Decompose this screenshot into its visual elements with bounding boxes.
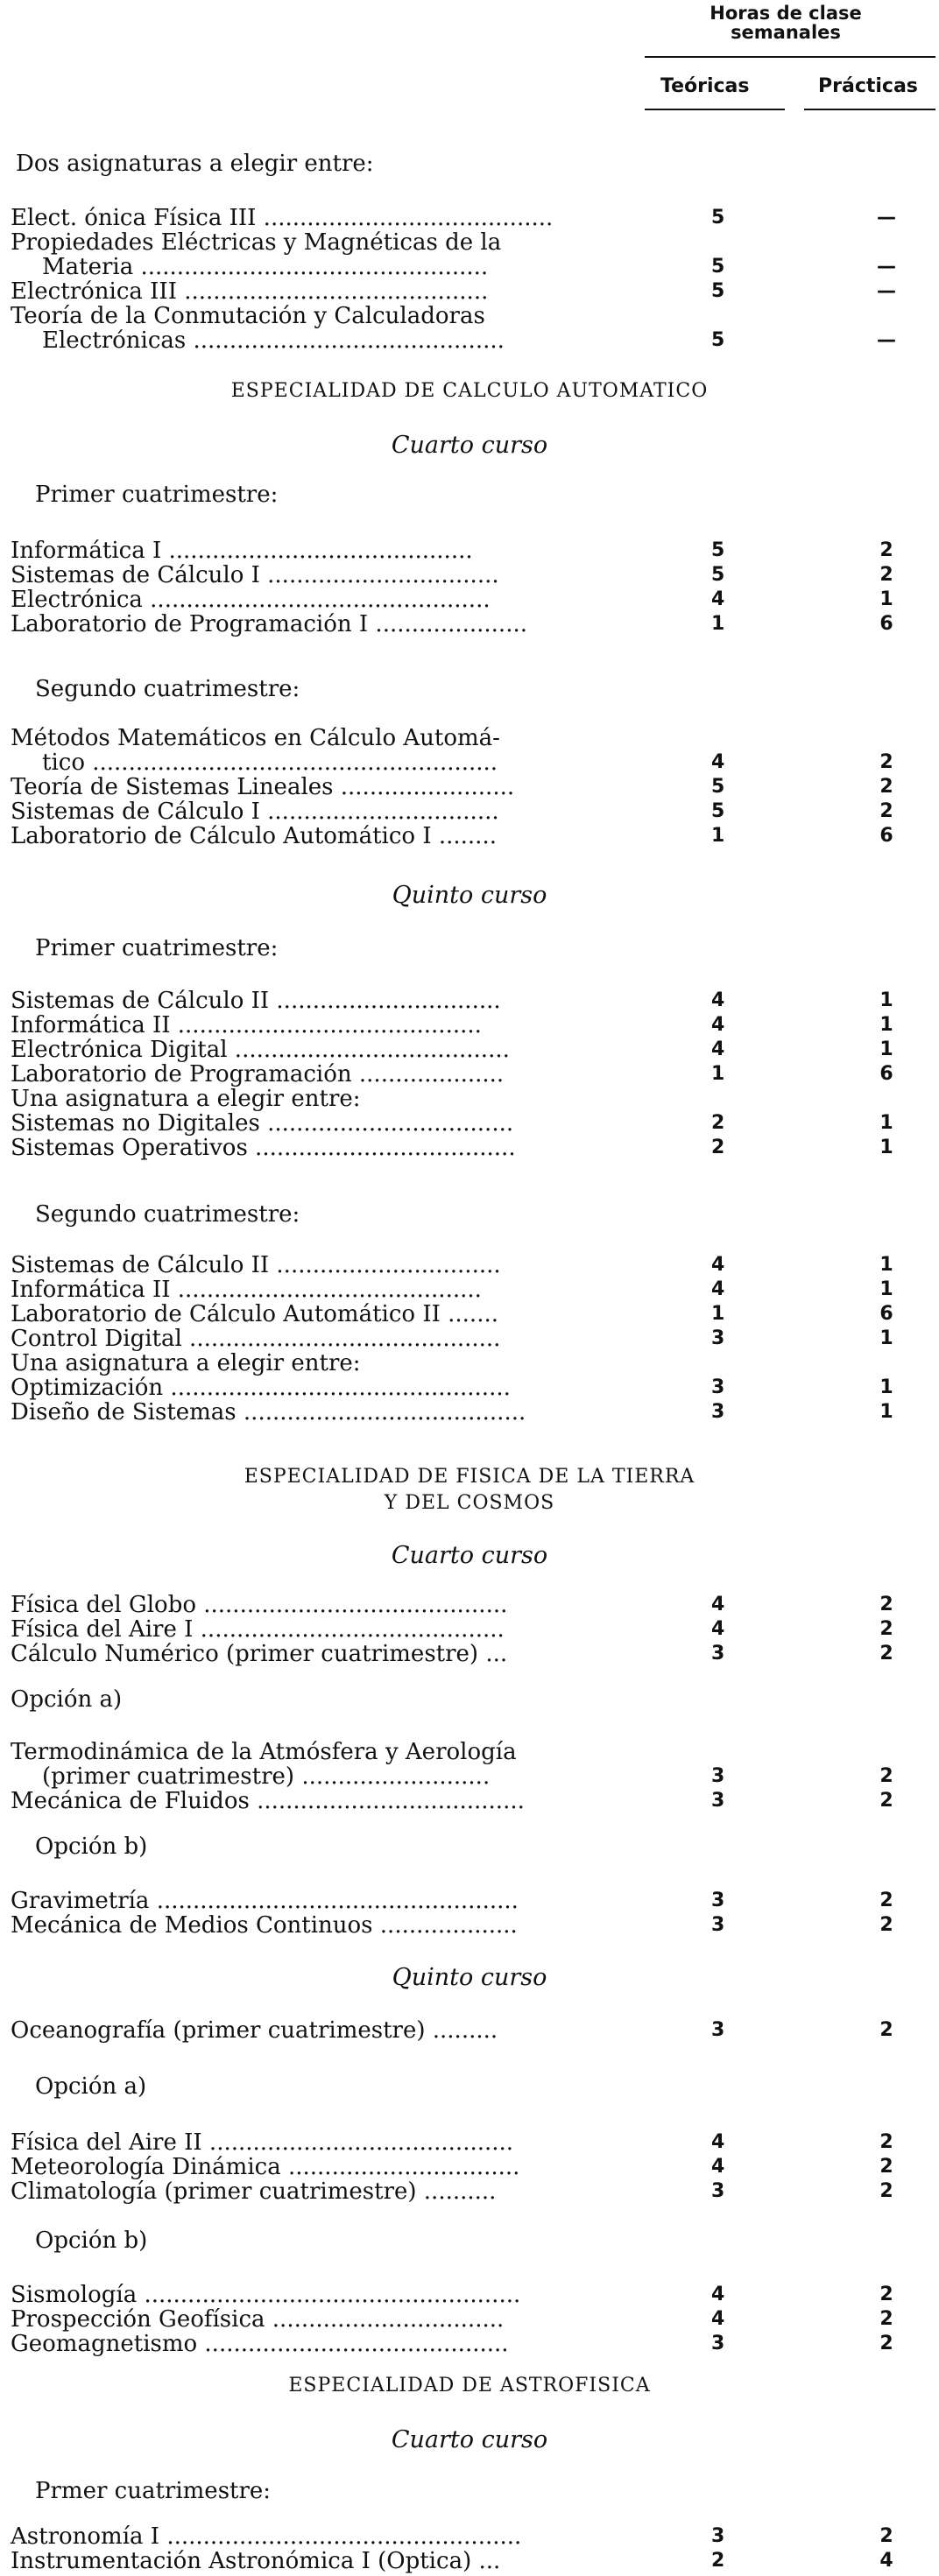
header-rule-bottom-right (804, 109, 935, 110)
practice-hours: 2 (879, 539, 893, 561)
course-name: Prospección Geofísica ................................ (11, 2306, 505, 2333)
course-name: Electrónica Digital ...................................... (11, 1037, 510, 1063)
theory-hours: 3 (711, 1643, 725, 1665)
theory-hours: 4 (711, 1038, 725, 1060)
practice-hours: 2 (879, 1890, 893, 1911)
course-name: Oceanografía (primer cuatrimestre) ......... (11, 2017, 498, 2044)
practice-hours: 6 (879, 825, 893, 847)
theory-hours: 5 (711, 539, 725, 561)
course-name: Informática II .......................................... (11, 1277, 482, 1303)
practice-hours: 1 (879, 1038, 893, 1060)
theory-hours: 3 (711, 2180, 725, 2202)
subtitle-calculo-cuarto-c1: Primer cuatrimestre: (35, 482, 279, 508)
theory-hours: 1 (711, 1303, 725, 1325)
course-name: Geomagnetismo .......................................... (11, 2331, 509, 2357)
course-name: Control Digital ........................................... (11, 1326, 501, 1352)
theory-hours: 2 (711, 1137, 725, 1158)
practice-hours: 2 (879, 2156, 893, 2178)
course-name: tico ........................................................ (42, 750, 498, 776)
practice-hours: 2 (879, 1790, 893, 1812)
practice-hours: 2 (879, 1765, 893, 1787)
practice-hours: — (877, 329, 896, 351)
practice-hours: 1 (879, 1254, 893, 1276)
theory-hours: 3 (711, 1401, 725, 1423)
theory-hours: 4 (711, 1594, 725, 1615)
course-name: Teoría de Sistemas Lineales ........................ (11, 774, 515, 800)
course-title-fisica-cuarto: Cuarto curso (391, 1542, 548, 1569)
practice-hours: 2 (879, 1643, 893, 1665)
practice-hours: 2 (879, 1594, 893, 1615)
theory-hours: 5 (711, 329, 725, 351)
theory-hours: 1 (711, 825, 725, 847)
course-name: (primer cuatrimestre) .......................... (42, 1763, 491, 1790)
intro-text: Dos asignaturas a elegir entre: (16, 151, 374, 177)
subtitle-calculo-quinto-c2: Segundo cuatrimestre: (35, 1201, 300, 1228)
course-name: Electrónica III .......................................... (11, 278, 489, 305)
practice-hours: 1 (879, 1376, 893, 1398)
theory-hours: 5 (711, 280, 725, 302)
practice-hours: 2 (879, 776, 893, 798)
theory-hours: 5 (711, 564, 725, 586)
practice-hours: 1 (879, 1137, 893, 1158)
practice-hours: 2 (879, 1914, 893, 1936)
col-teoricas-header: Teóricas (660, 75, 750, 97)
course-name: Sistemas de Cálculo I ................................ (11, 562, 499, 588)
theory-hours: 4 (711, 1618, 725, 1640)
practice-hours: 2 (879, 2180, 893, 2202)
course-name: Informática II .......................................... (11, 1012, 482, 1038)
course-row (11, 2329, 939, 2359)
practice-hours: 1 (879, 1278, 893, 1300)
course-name: Mecánica de Medios Continuos ................... (11, 1912, 518, 1939)
course-title-astro-cuarto: Cuarto curso (391, 2426, 548, 2453)
practice-hours: 2 (879, 2131, 893, 2153)
course-name: Laboratorio de Cálculo Automático II ....... (11, 1301, 498, 1327)
course-name: Electrónica ............................................... (11, 587, 491, 613)
hours-header-line2: semanales (731, 22, 841, 43)
theory-hours: 4 (711, 2308, 725, 2330)
course-name: Laboratorio de Cálculo Automático I ........ (11, 823, 497, 849)
theory-hours: 3 (711, 1376, 725, 1398)
subtitle-astro-cuarto-c1: Prmer cuatrimestre: (35, 2478, 272, 2504)
theory-hours: 3 (711, 1790, 725, 1812)
section-title-fisica-line2: Y DEL COSMOS (384, 1492, 555, 1514)
theory-hours: 4 (711, 588, 725, 610)
theory-hours: 1 (711, 1063, 725, 1085)
course-row (11, 821, 939, 851)
subtitle-fisica-cuarto-opt-b: Opción b) (35, 1833, 148, 1860)
theory-hours: 1 (711, 613, 725, 635)
subtitle-fisica-quinto-opt-a: Opción a) (35, 2073, 147, 2100)
col-practicas-header: Prácticas (818, 75, 918, 97)
theory-hours: 4 (711, 1014, 725, 1036)
hours-header (638, 4, 934, 42)
practice-hours: 1 (879, 588, 893, 610)
practice-hours: 1 (879, 1327, 893, 1349)
course-title-fisica-quinto: Quinto curso (392, 1964, 547, 1991)
theory-hours: 3 (711, 1890, 725, 1911)
course-name: Meteorología Dinámica ................................ (11, 2154, 520, 2180)
course-name: Informática I .......................................... (11, 538, 473, 564)
course-name: Propiedades Eléctricas y Magnéticas de la (11, 229, 502, 256)
course-row (11, 2177, 939, 2206)
practice-hours: 2 (879, 2308, 893, 2330)
practice-hours: 6 (879, 1303, 893, 1325)
practice-hours: 2 (879, 751, 893, 773)
section-title-fisica-line1: ESPECIALIDAD DE FISICA DE LA TIERRA (244, 1466, 695, 1488)
course-name: Mecánica de Fluidos ..................................... (11, 1788, 525, 1814)
practice-hours: — (877, 280, 896, 302)
course-row (11, 1911, 939, 1940)
practice-hours: 2 (879, 800, 893, 822)
theory-hours: 5 (711, 800, 725, 822)
practice-hours: 6 (879, 613, 893, 635)
course-name: Gravimetría .................................................. (11, 1888, 519, 1914)
course-name: Materia ................................................ (42, 254, 489, 280)
course-name: Sistemas de Cálculo II ............................... (11, 988, 501, 1014)
course-name: Física del Aire I .......................................... (11, 1616, 505, 1643)
theory-hours: 4 (711, 2284, 725, 2305)
theory-hours: 2 (711, 2550, 725, 2572)
practice-hours: — (877, 207, 896, 229)
course-name: Sistemas Operativos .................................... (11, 1135, 516, 1161)
course-name: Optimización ............................................... (11, 1375, 511, 1401)
theory-hours: 3 (711, 1914, 725, 1936)
practice-hours: — (877, 256, 896, 278)
theory-hours: 4 (711, 2131, 725, 2153)
course-name: Física del Globo .......................................... (11, 1592, 508, 1618)
course-name: Diseño de Sistemas ....................................... (11, 1399, 526, 1425)
theory-hours: 3 (711, 2333, 725, 2354)
section-title-calculo: ESPECIALIDAD DE CALCULO AUTOMATICO (230, 380, 709, 402)
course-row (11, 1397, 939, 1427)
course-title-calculo-cuarto: Cuarto curso (391, 432, 548, 459)
course-name: Sismología .................................................... (11, 2282, 521, 2308)
theory-hours: 4 (711, 1278, 725, 1300)
course-name: Instrumentación Astronómica I (Optica) ... (11, 2548, 501, 2574)
header-rule-top (645, 56, 935, 58)
course-row (11, 1786, 939, 1816)
theory-hours: 3 (711, 1327, 725, 1349)
course-name: Una asignatura a elegir entre: (11, 1350, 361, 1376)
practice-hours: 2 (879, 2019, 893, 2041)
course-row (11, 326, 939, 355)
theory-hours: 5 (711, 776, 725, 798)
practice-hours: 1 (879, 1112, 893, 1134)
theory-hours: 5 (711, 256, 725, 278)
subtitle-calculo-quinto-c1: Primer cuatrimestre: (35, 935, 279, 961)
practice-hours: 2 (879, 2333, 893, 2354)
theory-hours: 3 (711, 1765, 725, 1787)
course-name: Sistemas de Cálculo I ................................ (11, 799, 499, 825)
subtitle-fisica-cuarto-opt-a: Opción a) (11, 1686, 123, 1713)
course-name: Astronomía I ................................................. (11, 2523, 522, 2550)
practice-hours: 1 (879, 989, 893, 1011)
course-name: Una asignatura a elegir entre: (11, 1086, 361, 1112)
course-row (11, 1133, 939, 1163)
theory-hours: 3 (711, 2019, 725, 2041)
header-rule-bottom-left (645, 109, 785, 110)
theory-hours: 5 (711, 207, 725, 229)
theory-hours: 4 (711, 989, 725, 1011)
practice-hours: 2 (879, 564, 893, 586)
course-name: Cálculo Numérico (primer cuatrimestre) ... (11, 1641, 508, 1667)
course-name: Elect. ónica Física III ........................................ (11, 205, 554, 231)
subtitle-calculo-cuarto-c2: Segundo cuatrimestre: (35, 676, 300, 702)
course-name: Sistemas no Digitales .................................. (11, 1110, 514, 1137)
section-title-astro: ESPECIALIDAD DE ASTROFISICA (288, 2375, 651, 2397)
course-row (11, 2546, 939, 2576)
course-name: Climatología (primer cuatrimestre) .......... (11, 2178, 497, 2205)
practice-hours: 2 (879, 1618, 893, 1640)
course-name: Teoría de la Conmutación y Calculadoras (11, 303, 485, 329)
course-name: Métodos Matemáticos en Cálculo Automá- (11, 725, 500, 751)
practice-hours: 6 (879, 1063, 893, 1085)
practice-hours: 2 (879, 2525, 893, 2547)
course-name: Electrónicas ........................................... (42, 327, 505, 354)
subtitle-fisica-quinto-opt-b: Opción b) (35, 2228, 148, 2254)
hours-header-line1: Horas de clase (710, 3, 862, 24)
course-row (11, 609, 939, 639)
theory-hours: 3 (711, 2525, 725, 2547)
theory-hours: 4 (711, 2156, 725, 2178)
theory-hours: 4 (711, 1254, 725, 1276)
course-name: Laboratorio de Programación I ..................... (11, 611, 527, 637)
course-name: Física del Aire II .......................................... (11, 2129, 514, 2156)
course-name: Termodinámica de la Atmósfera y Aerología (11, 1739, 517, 1765)
practice-hours: 4 (879, 2550, 893, 2572)
course-row (11, 1639, 939, 1669)
practice-hours: 2 (879, 2284, 893, 2305)
theory-hours: 4 (711, 751, 725, 773)
theory-hours: 2 (711, 1112, 725, 1134)
practice-hours: 1 (879, 1401, 893, 1423)
course-row (11, 2016, 939, 2045)
course-name: Sistemas de Cálculo II ............................... (11, 1252, 501, 1278)
practice-hours: 1 (879, 1014, 893, 1036)
course-title-calculo-quinto: Quinto curso (392, 882, 547, 909)
course-name: Laboratorio de Programación .................... (11, 1061, 505, 1087)
